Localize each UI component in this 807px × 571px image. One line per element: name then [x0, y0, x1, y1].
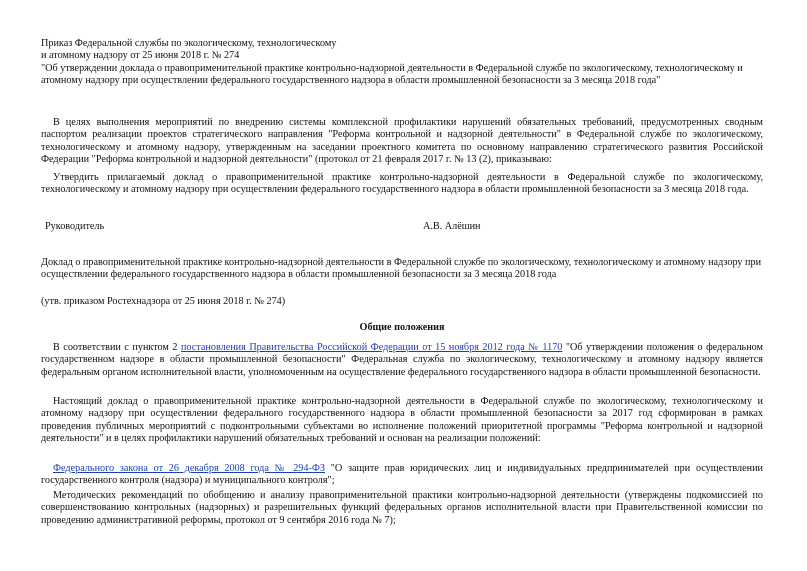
section-heading: Общие положения [359, 322, 445, 333]
report-paragraph-4: Методических рекомендаций по обобщению и анализу правоприменительной практики контрольно-надзорной деятельности (утверждены подкомиссией по совершенствованию контрольных (надзорных) и разрешительных функций федеральных органов исполнительной власти при Правительственной комиссии по проведению административной реформы, протокол от 9 сентября 2016 года № 7); [41, 490, 763, 526]
report-paragraph-3 [41, 463, 763, 488]
order-paragraph-1: В целях выполнения мероприятий по внедрению системы комплексной профилактики нарушений обязательных требований, предусмотренных сводным паспортом реализации проектов стратегического направления "Реформа контрольной и надзорной деятельности" в Федеральной службе по экологическому, технологическому и атомному надзору, утвержденным на заседании проектного комитета по основному направлению стратегического развития Российской Федерации "Реформа контрольной и надзорной деятельности" (протокол от 21 февраля 2017 г. № 13 (2), приказываю: [41, 117, 763, 166]
document-header [41, 38, 763, 88]
report-title: Доклад о правоприменительной практике контрольно-надзорной деятельности в Федеральной службе по экологическому, технологическому и атомному надзору при осуществлении федерального государственного надзора в области промышленной безопасности за 3 месяца 2018 года [41, 257, 762, 281]
signature-role: Руководитель [45, 221, 105, 232]
report-paragraph-1 [41, 342, 763, 379]
report-approval: (утв. приказом Ростехнадзора от 25 июня 2018 г. № 274) [41, 296, 286, 307]
report-paragraph-1-post: "Об утверждении положения о федеральном государственном надзоре в области промышленной безопасности" Федеральная служба по экологическому, технологическому и атомному надзору является федеральным органом исполнительной власти, уполномоченным на осуществление федерального государственного надзора в области промышленной безопасности. [41, 342, 763, 378]
report-paragraph-2: Настоящий доклад о правоприменительной практике контрольно-надзорной деятельности в Федеральной службе по экологическому, технологическому и атомному надзору при осуществлении федерального государственного надзора в области промышленной безопасности за 2017 год сформирован в рамках проведения публичных мероприятий с подконтрольными субъектами во исполнение положений приоритетной программы "Реформа контрольной и надзорной деятельности" и в целях профилактики нарушений обязательных требований и основан на реализации положений: [41, 396, 763, 445]
header-title: "Об утверждении доклада о правоприменительной практике контрольно-надзорной деятельности в Федеральной службе по экологическому, технологическому и атомному надзору при осуществлении федерального государственного надзора в области промышленной безопасности за 3 месяца 2018 года" [41, 62, 743, 87]
government-decree-link[interactable]: постановления Правительства Российской Федерации от 15 ноября 2012 года № 1170 [180, 342, 563, 353]
order-paragraph-2: Утвердить прилагаемый доклад о правоприменительной практике контрольно-надзорной деятельности в Федеральной службе по экологическому, технологическому и атомному надзору при осуществлении федерального государственного надзора в области промышленной безопасности за 3 месяца 2018 года. [41, 172, 763, 196]
report-paragraph-1-pre: В соответствии с пунктом 2 [53, 342, 181, 353]
header-line-2: и атомному надзору от 25 июня 2018 г. № 274 [41, 50, 240, 62]
federal-law-link[interactable]: Федерального закона от 26 декабря 2008 года № 294-ФЗ [53, 463, 326, 474]
header-line-1: Приказ Федеральной службы по экологическому, технологическому [41, 38, 337, 49]
report-paragraph-3-post: "О защите прав юридических лиц и индивидуальных предпринимателей при осуществлении государственного контроля (надзора) и муниципального контроля"; [41, 463, 763, 487]
signature-name: А.В. Алёшин [423, 221, 481, 232]
